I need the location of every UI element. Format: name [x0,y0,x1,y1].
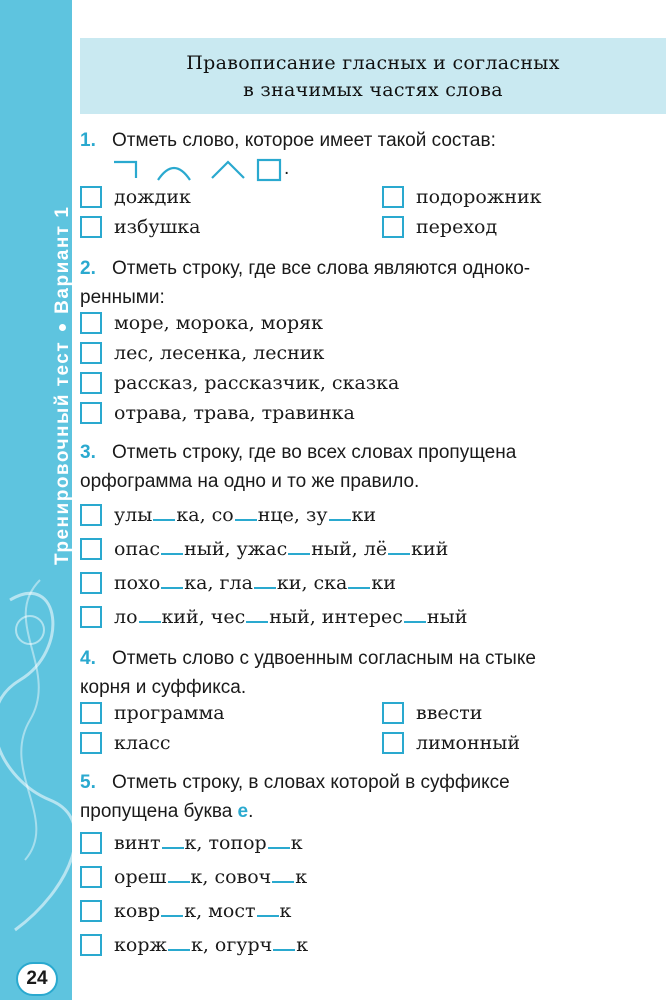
checkbox[interactable] [80,900,102,922]
checkbox[interactable] [80,702,102,724]
question-text: Отметь слово с удвоенным согласным на стыке [112,648,536,669]
option-q5-b[interactable] [80,864,307,890]
option-label: похо ка, гла ки, ска ки [114,572,396,594]
option-label: ввести [416,702,483,724]
blank [348,573,370,589]
question-5 [80,768,650,826]
variant-label: Вариант 1 [52,205,73,314]
checkbox[interactable] [80,372,102,394]
series-label: Тренировочный тест [52,340,73,565]
option-label: лимонный [416,732,521,754]
option-label: переход [416,216,498,238]
question-number: 5. [80,772,96,793]
question-text-cont: пропущена буква [80,801,233,822]
option-label: опас ный, ужас ный, лё кий [114,538,449,560]
blank [268,833,290,849]
option-label: класс [114,732,171,754]
option-label: море, морока, моряк [114,312,324,334]
checkbox[interactable] [80,538,102,560]
question-number: 3. [80,442,96,463]
blank [329,505,351,521]
question-text: Отметь строку, где все слова являются одноко- [112,258,531,279]
option-label: лес, лесенка, лесник [114,342,325,364]
option-q5-a[interactable] [80,830,303,856]
checkbox[interactable] [382,216,404,238]
option-label: ореш к, совоч к [114,866,308,888]
option-q4-d[interactable] [382,730,520,756]
blank [161,539,183,555]
question-text: Отметь строку, где во всех словах пропущена [112,442,517,463]
title-line-1: Правописание гласных и согласных [186,52,560,74]
blank [168,935,190,951]
question-number: 1. [80,130,96,151]
option-q1-c[interactable] [80,214,201,240]
option-q2-a[interactable] [80,310,323,336]
blank [161,901,183,917]
checkbox[interactable] [80,402,102,424]
blank [162,833,184,849]
option-q2-c[interactable] [80,370,399,396]
option-label: отрава, трава, травинка [114,402,355,424]
checkbox[interactable] [80,504,102,526]
page-title [80,50,666,104]
option-label: ло кий, чес ный, интерес ный [114,606,468,628]
period: . [248,801,254,822]
blank [153,505,175,521]
option-q3-b[interactable] [80,536,448,562]
checkbox[interactable] [80,342,102,364]
blank [235,505,257,521]
option-q2-b[interactable] [80,340,324,366]
blank [246,607,268,623]
question-4 [80,644,650,702]
morpheme-diagram-icon [112,152,292,184]
option-q2-d[interactable] [80,400,355,426]
option-q4-a[interactable] [80,700,225,726]
question-text-cont: корня и суффикса. [80,677,247,698]
option-label: ковр к, мост к [114,900,292,922]
page-number: 24 [16,962,58,996]
question-number: 2. [80,258,96,279]
option-q1-b[interactable] [382,184,542,210]
question-2 [80,254,650,312]
option-q3-c[interactable] [80,570,396,596]
question-3 [80,438,650,496]
scheme-period: . [284,158,290,179]
blank [168,867,190,883]
checkbox[interactable] [382,732,404,754]
option-label: рассказ, рассказчик, сказка [114,372,400,394]
option-label: избушка [114,216,201,238]
checkbox[interactable] [80,572,102,594]
checkbox[interactable] [80,606,102,628]
checkbox[interactable] [382,702,404,724]
checkbox[interactable] [80,186,102,208]
option-q1-a[interactable] [80,184,191,210]
question-number: 4. [80,648,96,669]
option-label: винт к, топор к [114,832,303,854]
option-q4-c[interactable] [80,730,171,756]
question-text-cont: ренными: [80,287,165,308]
blank [161,573,183,589]
checkbox[interactable] [80,312,102,334]
option-q3-d[interactable] [80,604,467,630]
calligraphy-decoration [0,560,72,960]
blank [288,539,310,555]
checkbox[interactable] [382,186,404,208]
blank [273,935,295,951]
question-text: Отметь строку, в словах которой в суффиксе [112,772,510,793]
bullet-dot-icon [59,324,66,331]
option-label: дождик [114,186,191,208]
blank [257,901,279,917]
sidebar-title [52,206,74,565]
blank [272,867,294,883]
option-q5-c[interactable] [80,898,291,924]
blank [388,539,410,555]
blank [254,573,276,589]
question-1 [80,126,650,155]
blank [404,607,426,623]
checkbox[interactable] [80,732,102,754]
option-label: программа [114,702,225,724]
option-q5-d[interactable] [80,932,308,958]
option-label: подорожник [416,186,542,208]
option-q1-d[interactable] [382,214,497,240]
checkbox[interactable] [80,832,102,854]
checkbox[interactable] [80,934,102,956]
checkbox[interactable] [80,216,102,238]
option-label: улы ка, со нце, зу ки [114,504,377,526]
option-label: корж к, огурч к [114,934,309,956]
highlighted-letter: е [237,801,249,822]
question-text: Отметь слово, которое имеет такой состав: [112,130,496,151]
option-q4-b[interactable] [382,700,482,726]
blank [139,607,161,623]
title-line-2: в значимых частях слова [243,79,503,101]
checkbox[interactable] [80,866,102,888]
option-q3-a[interactable] [80,502,376,528]
question-text-cont: орфограмма на одно и то же правило. [80,471,420,492]
